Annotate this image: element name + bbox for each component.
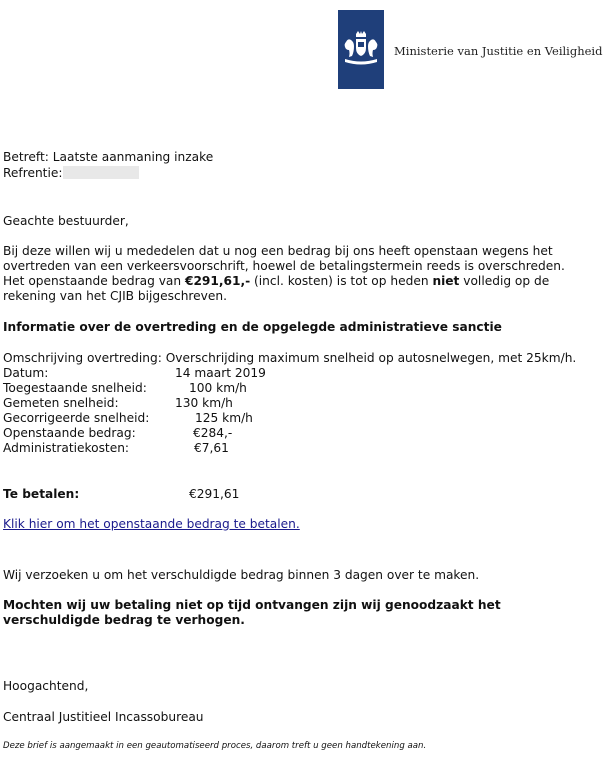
ministry-logo [338,10,384,89]
detail-value: 14 maart 2019 [175,366,266,380]
detail-value: 130 km/h [175,396,233,410]
redacted-reference [63,166,139,179]
detail-value: €284,- [193,426,233,440]
outstanding-amount: €291,61,- [184,274,251,288]
intro-line-1: Bij deze willen wij u mededelen dat u nog een bedrag bij ons heeft openstaan wegens het [3,244,553,258]
closing: Hoogachtend, [3,679,89,693]
intro-line-4: rekening van het CJIB bijgeschreven. [3,289,227,303]
intro-line-2: overtreden van een verkeersvoorschrift, hoewel de betalingstermein reeds is overschreden. [3,259,565,273]
reference-label: Refrentie: [3,166,63,180]
detail-label: Gecorrigeerde snelheid: [3,411,150,425]
detail-value: 125 km/h [195,411,253,425]
detail-label: Datum: [3,366,49,380]
detail-label: Toegestaande snelheid: [3,381,147,395]
offense-description: Omschrijving overtreding: Overschrijding maximum snelheid op autosnelwegen, met 25km/h. [3,351,577,365]
coat-of-arms-icon [338,30,384,70]
detail-label: Openstaande bedrag: [3,426,136,440]
pay-link-line [3,517,300,532]
pay-link[interactable]: Klik hier om het openstaande bedrag te betalen. [3,517,300,531]
salutation: Geachte bestuurder, [3,214,129,228]
detail-label: Administratiekosten: [3,441,130,455]
detail-value: 100 km/h [189,381,247,395]
footnote: Deze brief is aangemaakt in een geautomatiseerd proces, daarom treft u geen handtekening aan. [3,741,427,751]
payment-request: Wij verzoeken u om het verschuldigde bedrag binnen 3 dagen over te maken. [3,568,480,582]
intro-text: Het openstaande bedrag van [3,274,185,288]
total-label: Te betalen: [3,487,80,501]
intro-text: volledig op de [459,274,550,288]
warning-line-1: Mochten wij uw betaling niet op tijd ontvangen zijn wij genoodzaakt het [3,598,501,612]
letterhead [0,0,607,100]
section-heading: Informatie over de overtreding en de opgelegde administratieve sanctie [3,320,502,334]
reference-line [3,166,139,181]
sender-name: Centraal Justitieel Incassobureau [3,710,204,724]
detail-value: €7,61 [194,441,229,455]
total-value: €291,61 [189,487,240,501]
warning-line-2: verschuldigde bedrag te verhogen. [3,613,245,627]
intro-text: (incl. kosten) is tot op heden [250,274,433,288]
subject-line: Betreft: Laatste aanmaning inzake [3,150,214,164]
ministry-name: Ministerie van Justitie en Veiligheid [394,44,603,58]
emphasis-niet: niet [432,274,460,288]
detail-label: Gemeten snelheid: [3,396,119,410]
intro-line-3 [3,274,549,289]
